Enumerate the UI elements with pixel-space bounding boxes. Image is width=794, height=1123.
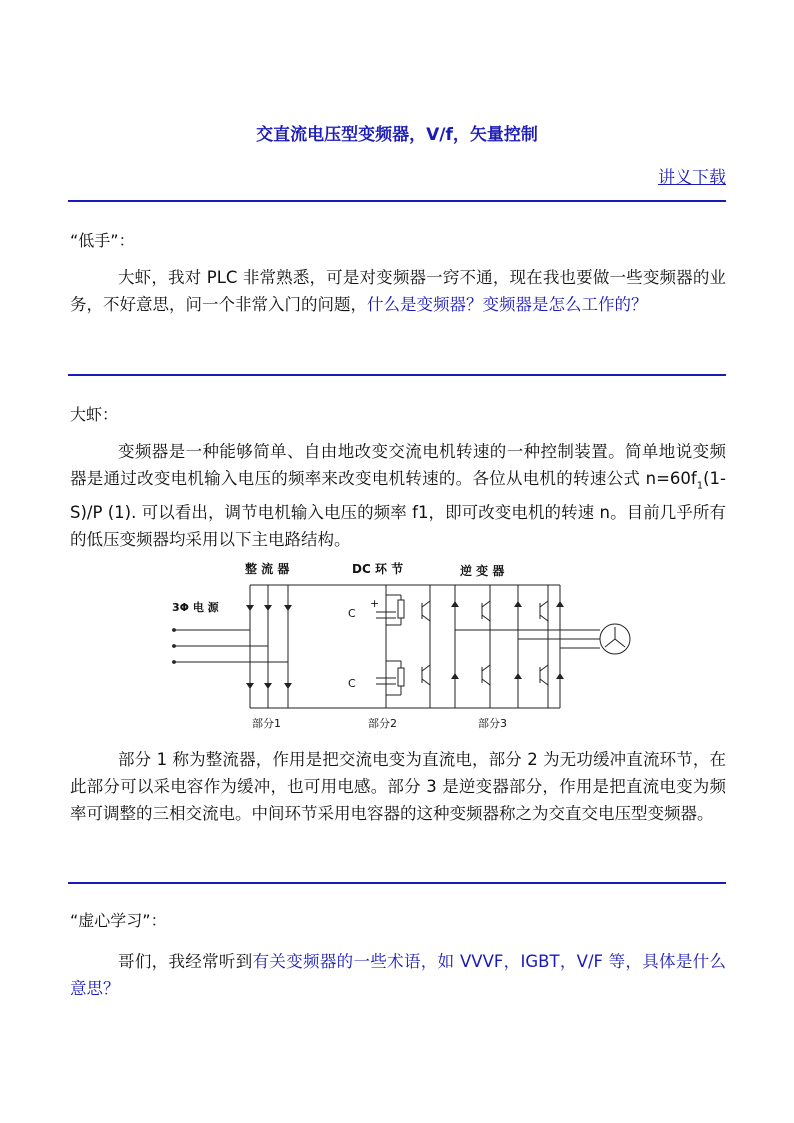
label-capacitor-bottom: C [348,677,356,690]
answer-text-a: 变频器是一种能够简单、自由地改变交流电机转速的一种控制装置。简单地说变频器是通过改变电机输入电压的频率来改变电机转速的。各位从电机的转速公式 n=60f [70,442,726,488]
formula-subscript: 1 [696,480,704,492]
divider [68,374,726,376]
speaker-label: 大虾： [70,405,119,424]
question-highlight: 什么是变频器？变频器是怎么工作的？ [367,295,648,314]
answer-text-b: (1-S)/P (1). 可以看出，调节电机输入电压的频率 f1，即可改变电机的转速 n。目前几乎所有的低压变频器均采用以下主电路结构。 [70,469,726,550]
question-paragraph-2 [70,948,726,1002]
page-title: 交直流电压型变频器，V/f，矢量控制 [256,125,538,145]
inverter-circuit-diagram [160,555,640,733]
label-capacitor-top: C [348,607,356,620]
question-paragraph [70,264,726,318]
speaker-label: “低手”： [70,231,135,250]
answer-paragraph [70,438,726,553]
question-text: 大虾，我对 PLC 非常熟悉，可是对变频器一窍不通，现在我也要做一些变频器的业务，不好意思，问一个非常入门的问题， [70,268,726,314]
label-part2: 部分2 [368,717,397,730]
download-link[interactable]: 讲义下载 [658,168,726,188]
divider [68,200,726,202]
speaker-label: “虚心学习”： [70,911,167,930]
divider [68,882,726,884]
question2-highlight: 有关变频器的一些术语，如 VVVF，IGBT，V/F 等，具体是什么意思？ [70,952,727,998]
label-part1: 部分1 [252,717,281,730]
label-dc-link: DC 环 节 [352,562,404,576]
question2-text: 哥们，我经常听到 [118,952,253,971]
label-3phase-source: 3Φ 电 源 [172,601,219,614]
label-part3: 部分3 [478,717,507,730]
explanation-paragraph: 部分 1 称为整流器，作用是把交流电变为直流电，部分 2 为无功缓冲直流环节，在此部分可以采电容作为缓冲，也可用电感。部分 3 是逆变器部分，作用是把直流电变为频率可调整的三相交流电。中间环节采用电容器的这种变频器称之为交直交电压型变频器。 [70,750,726,823]
label-plus: + [370,597,380,610]
label-rectifier: 整 流 器 [245,562,290,576]
label-inverter: 逆 变 器 [460,564,505,578]
